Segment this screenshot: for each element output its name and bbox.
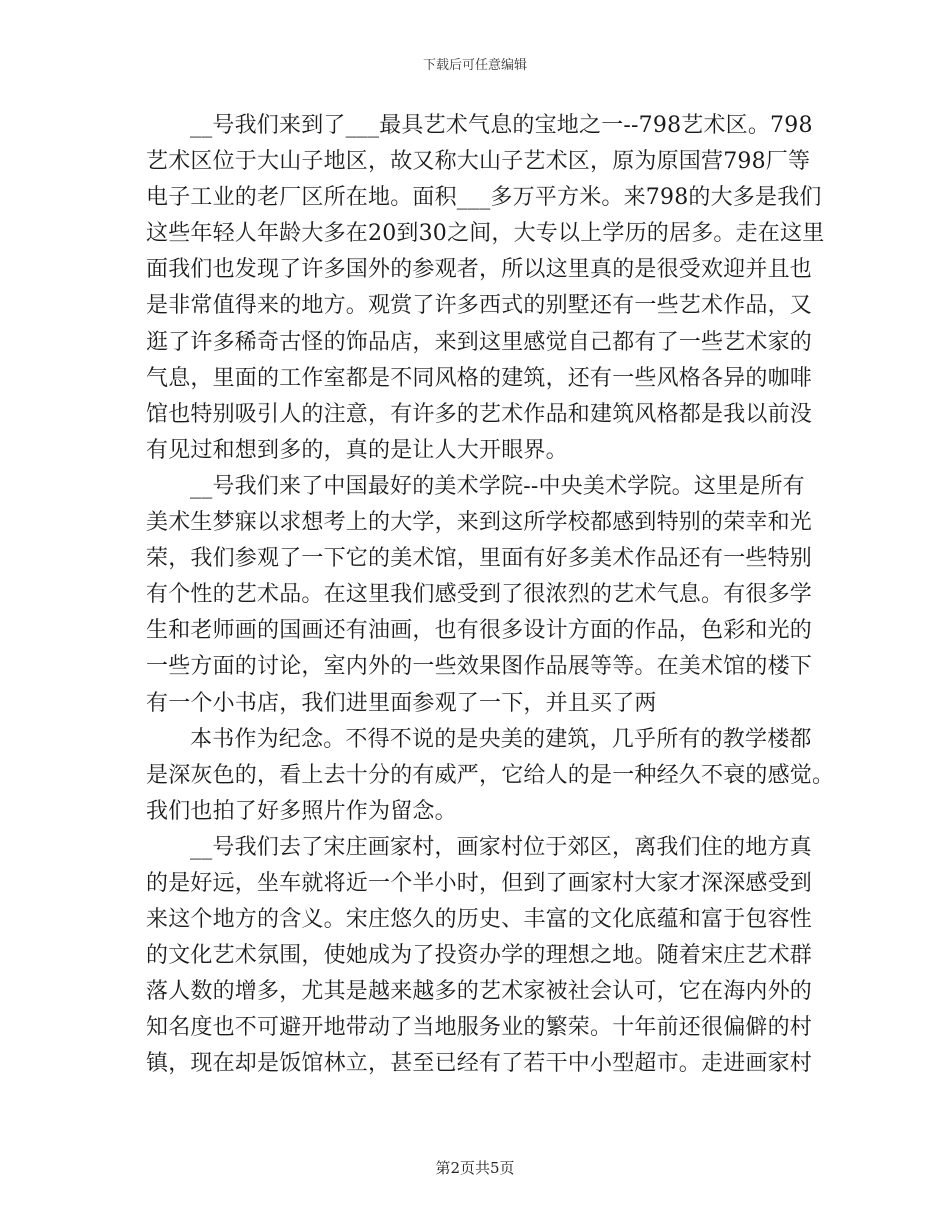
text-line: 生和老师画的国画还有油画，也有很多设计方面的作品，色彩和光的 — [146, 618, 813, 644]
text-line: 有见过和想到多的，真的是让人大开眼界。 — [146, 437, 568, 463]
page-footer: 第2页共5页 — [435, 1159, 515, 1177]
text-line: 逛了许多稀奇古怪的饰品店，来到这里感觉自己都有了一些艺术家的 — [146, 329, 813, 355]
text-line: 这些年轻人年龄大多在20到30之间，大专以上学历的居多。走在这里 — [146, 221, 825, 247]
page-header: 下载后可任意编辑 — [422, 58, 527, 73]
text-line: __号我们来到了___最具艺术气息的宝地之一--798艺术区。798 — [190, 113, 813, 138]
document-body — [146, 108, 835, 1083]
text-line: 艺术区位于大山子地区，故又称大山子艺术区，原为原国营798厂等 — [146, 149, 811, 175]
text-line: 馆也特别吸引人的注意，有许多的艺术作品和建筑风格都是我以前没 — [146, 401, 813, 427]
text-line: 我们也拍了好多照片作为留念。 — [146, 798, 457, 824]
text-line: 的是好远，坐车就将近一个半小时，但到了画家村大家才深深感受到 — [146, 870, 813, 896]
text-line: 本书作为纪念。不得不说的是央美的建筑，几乎所有的教学楼都 — [190, 726, 812, 752]
text-line: 知名度也不可避开地带动了当地服务业的繁荣。十年前还很偏僻的村 — [146, 1015, 813, 1041]
text-line: 是非常值得来的地方。观赏了许多西式的别墅还有一些艺术作品，又 — [146, 293, 813, 319]
text-line: 荣，我们参观了一下它的美术馆，里面有好多美术作品还有一些特别 — [146, 546, 813, 572]
text-line: 镇，现在却是饭馆林立，甚至已经有了若干中小型超市。走进画家村 — [146, 1051, 813, 1077]
text-line: 有个性的艺术品。在这里我们感受到了很浓烈的艺术气息。有很多学 — [146, 582, 813, 608]
text-line: 面我们也发现了许多国外的参观者，所以这里真的是很受欢迎并且也 — [146, 257, 813, 283]
text-line: 的文化艺术氛围，使她成为了投资办学的理想之地。随着宋庄艺术群 — [146, 943, 813, 969]
text-line: 来这个地方的含义。宋庄悠久的历史、丰富的文化底蕴和富于包容性 — [146, 907, 813, 933]
text-line: __号我们来了中国最好的美术学院--中央美术学院。这里是所有 — [190, 473, 805, 499]
text-line: 一些方面的讨论，室内外的一些效果图作品展等等。在美术馆的楼下 — [146, 654, 813, 680]
text-line: 有一个小书店，我们进里面参观了一下，并且买了两 — [146, 690, 657, 716]
text-line: 是深灰色的，看上去十分的有威严，它给人的是一种经久不衰的感觉。 — [146, 762, 835, 788]
text-line: 美术生梦寐以求想考上的大学，来到这所学校都感到特别的荣幸和光 — [146, 510, 813, 536]
text-line: __号我们去了宋庄画家村，画家村位于郊区，离我们住的地方真 — [190, 834, 812, 860]
text-line: 电子工业的老厂区所在地。面积___多万平方米。来798的大多是我们 — [146, 185, 822, 211]
text-line: 落人数的增多，尤其是越来越多的艺术家被社会认可，它在海内外的 — [146, 979, 813, 1005]
text-line: 气息，里面的工作室都是不同风格的建筑，还有一些风格各异的咖啡 — [146, 365, 813, 391]
